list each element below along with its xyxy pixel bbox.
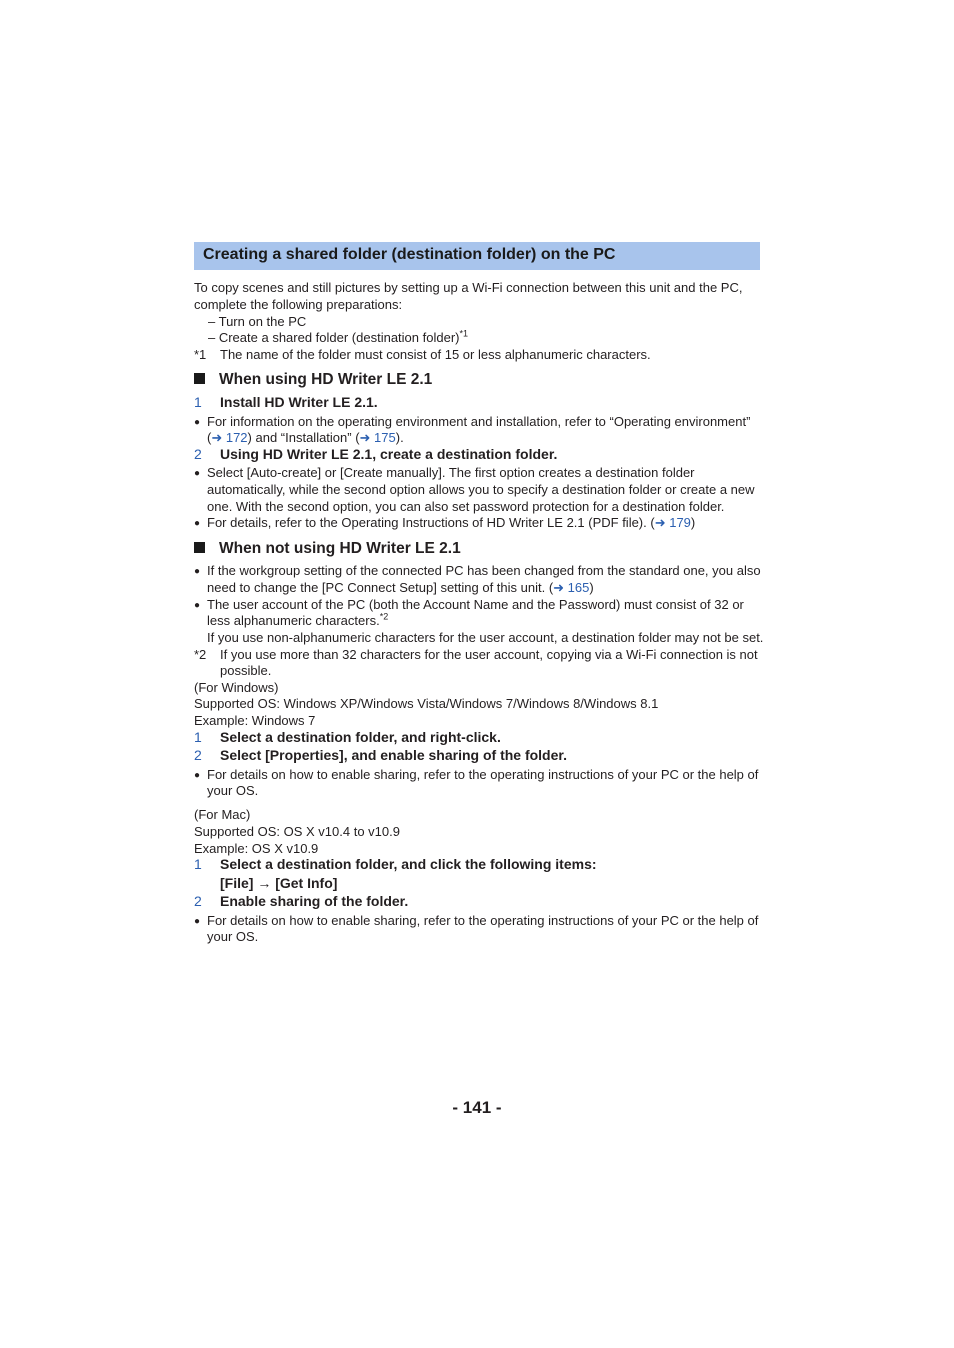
page-ref-172-link[interactable]: ➜ 172: [211, 430, 248, 445]
page-number: - 141 -: [452, 1098, 502, 1117]
windows-label: (For Windows): [194, 680, 279, 695]
intro-line-1: To copy scenes and still pictures by setting up a Wi-Fi connection between this unit and the PC,: [194, 280, 743, 295]
mac-label: (For Mac): [194, 807, 251, 822]
mac-b1-line-2: your OS.: [207, 929, 259, 944]
windows-supported-os: Supported OS: Windows XP/Windows Vista/Windows 7/Windows 8/Windows 8.1: [194, 696, 659, 711]
hdw-step-2: 2 Using HD Writer LE 2.1, create a destination folder.: [194, 446, 558, 462]
bullet-icon: ●: [194, 770, 201, 781]
bullet-icon: ●: [194, 916, 201, 927]
mac-supported-os: Supported OS: OS X v10.4 to v10.9: [194, 824, 400, 839]
nohdw-b2-line-3: If you use non-alphanumeric characters for the user account, a destination folder may not be set.: [207, 630, 764, 645]
mac-step-1-menu-path: [File] → [Get Info]: [220, 875, 338, 891]
section-title: Creating a shared folder (destination folder) on the PC: [203, 246, 616, 263]
footnote-1-text: The name of the folder must consist of 15 or less alphanumeric characters.: [220, 347, 651, 362]
square-bullet-icon: [194, 542, 205, 553]
hdw-b2-line-1: Select [Auto-create] or [Create manually]. The first option creates a destination folder: [207, 465, 695, 480]
mac-step-2: 2 Enable sharing of the folder.: [194, 893, 409, 909]
nohdw-b2-line-2: less alphanumeric characters.$^{*2}$: [207, 611, 389, 628]
prep-item-1: – Turn on the PC: [208, 314, 307, 329]
hdw-b1-line-2: (➜ 172) and “Installation” (➜ 175).: [207, 430, 404, 445]
page-ref-179-link[interactable]: ➜ 179: [654, 515, 691, 530]
mac-step-1: 1 Select a destination folder, and click the following items:: [194, 856, 597, 872]
nohdw-b1-line-1: If the workgroup setting of the connected PC has been changed from the standard one, you also: [207, 563, 761, 578]
bullet-icon: ●: [194, 566, 201, 577]
windows-example: Example: Windows 7: [194, 713, 316, 728]
mac-example: Example: OS X v10.9: [194, 841, 319, 856]
windows-step-2: 2 Select [Properties], and enable sharing of the folder.: [194, 747, 567, 763]
prep-item-2: – Create a shared folder (destination folder)$^{*1}$: [208, 328, 468, 345]
subheading-hd-writer: When using HD Writer LE 2.1: [194, 371, 432, 389]
footnote-2-line-1: If you use more than 32 characters for the user account, copying via a Wi-Fi connection is not: [220, 647, 758, 662]
hdw-b2-line-2: automatically, while the second option allows you to specify a destination folder or create a new: [207, 482, 755, 497]
page-ref-175-link[interactable]: ➜ 175: [359, 430, 396, 445]
hdw-step-1: 1 Install HD Writer LE 2.1.: [194, 394, 378, 410]
hdw-b2-line-3: one. With the second option, you can also set password protection for a destination folder.: [207, 499, 725, 514]
bullet-icon: ●: [194, 468, 201, 479]
intro-line-2: complete the following preparations:: [194, 297, 403, 312]
bullet-icon: ●: [194, 518, 201, 529]
nohdw-b1-line-2: need to change the [PC Connect Setup] setting of this unit. (➜ 165): [207, 580, 594, 595]
mac-b1-line-1: For details on how to enable sharing, refer to the operating instructions of your PC or the help of: [207, 913, 759, 928]
windows-b1-line-2: your OS.: [207, 783, 259, 798]
nohdw-b2-line-1: The user account of the PC (both the Account Name and the Password) must consist of 32 or: [207, 597, 744, 612]
subheading-no-hd-writer: When not using HD Writer LE 2.1: [194, 540, 461, 558]
hdw-b1-line-1: For information on the operating environment and installation, refer to “Operating environment”: [207, 414, 751, 429]
section-title-bar: [194, 242, 760, 270]
windows-b1-line-1: For details on how to enable sharing, refer to the operating instructions of your PC or the help of: [207, 767, 759, 782]
bullet-icon: ●: [194, 417, 201, 428]
footnote-1-mark: *1: [194, 347, 207, 362]
windows-step-1: 1 Select a destination folder, and right-click.: [194, 729, 501, 745]
hdw-b3-line-1: For details, refer to the Operating Instructions of HD Writer LE 2.1 (PDF file). (➜ 179): [207, 515, 696, 530]
footnote-2-line-2: possible.: [220, 663, 272, 678]
page-ref-165-link[interactable]: ➜ 165: [553, 580, 590, 595]
footnote-2-mark: *2: [194, 647, 207, 662]
bullet-icon: ●: [194, 600, 201, 611]
square-bullet-icon: [194, 373, 205, 384]
